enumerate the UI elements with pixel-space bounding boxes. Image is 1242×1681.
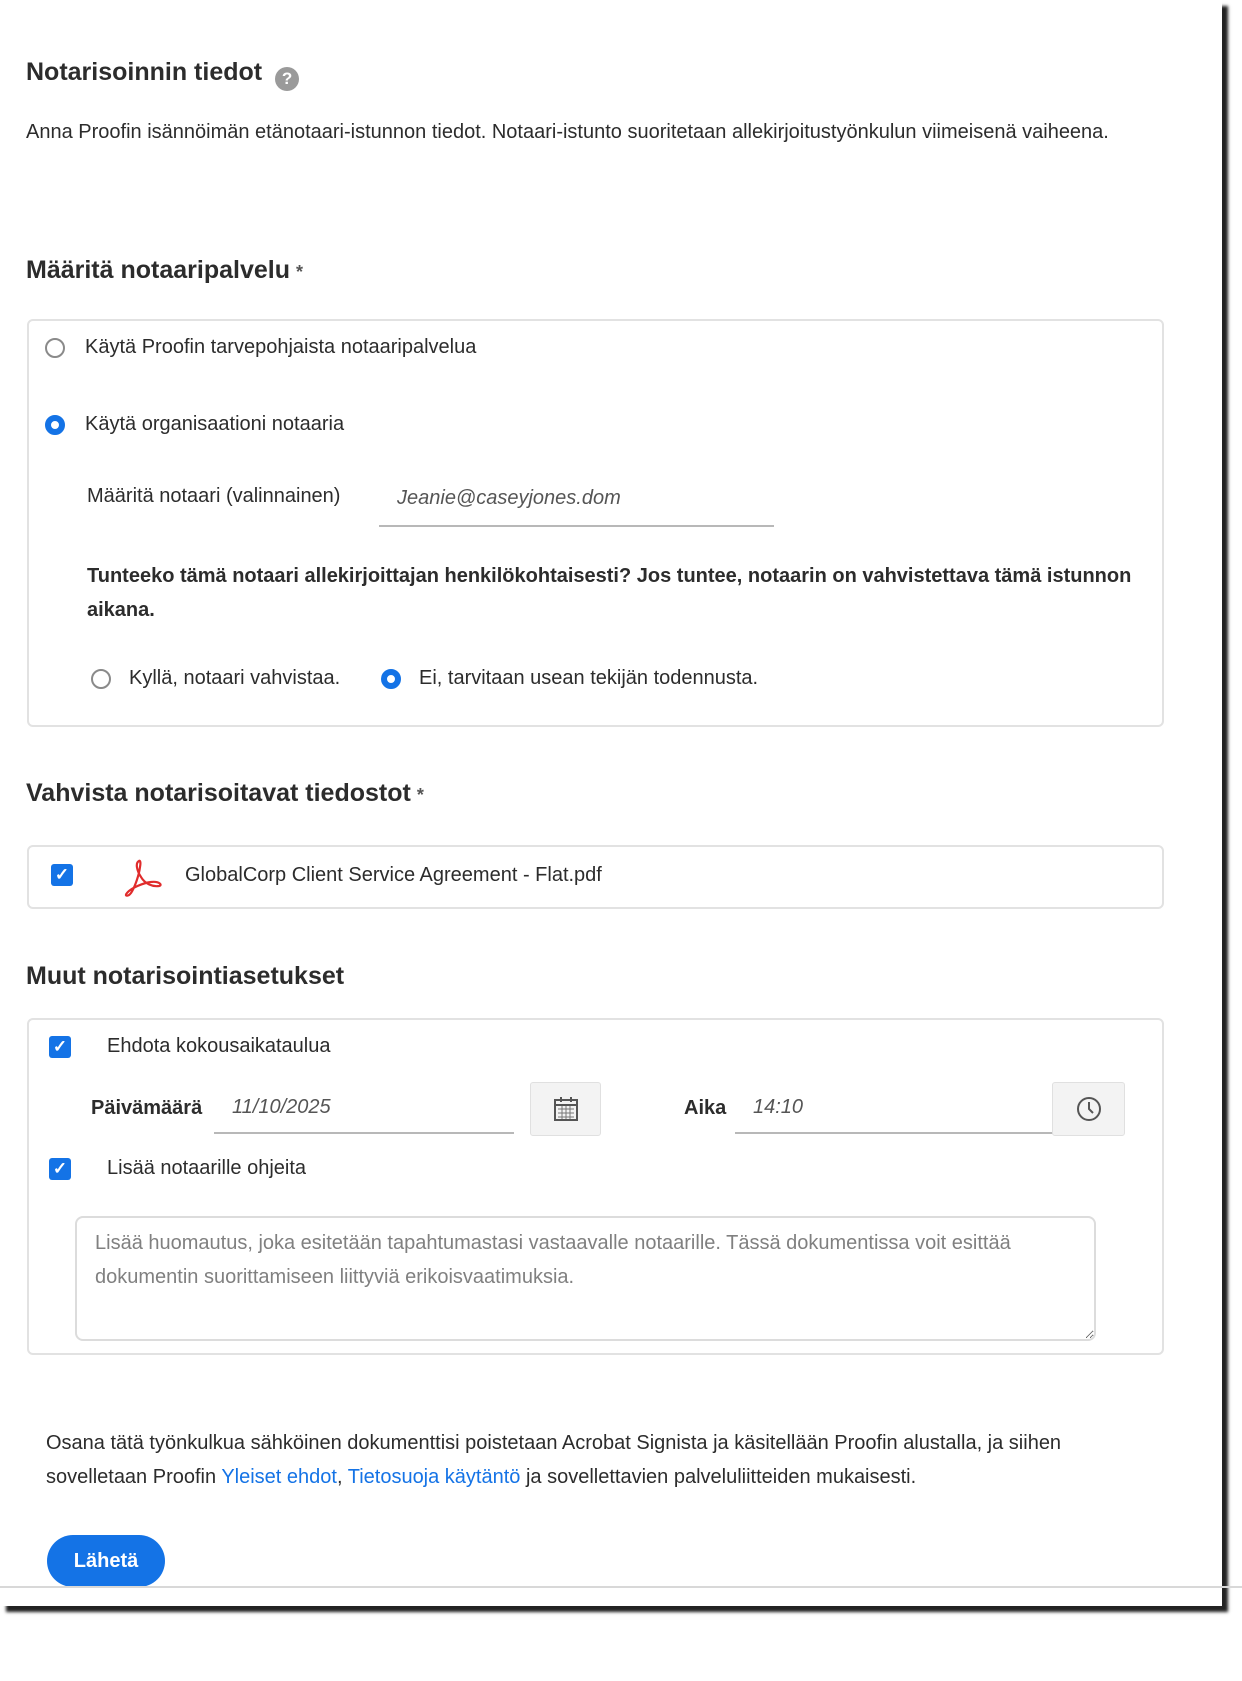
radio-org-notary[interactable] xyxy=(45,415,65,435)
radio-answer-yes[interactable] xyxy=(91,669,111,689)
instructions-checkbox[interactable]: ✓ xyxy=(49,1158,71,1180)
notary-email-label: Määritä notaari (valinnainen) xyxy=(87,485,341,507)
terms-notice xyxy=(46,1426,1136,1494)
page-title-text: Notarisoinnin tiedot xyxy=(26,58,263,86)
file-name: GlobalCorp Client Service Agreement - Flat.pdf xyxy=(185,864,602,886)
service-section-title xyxy=(26,256,303,285)
other-settings-panel xyxy=(27,1018,1164,1355)
radio-answer-no[interactable] xyxy=(381,669,401,689)
terms-link[interactable]: Yleiset ehdot xyxy=(221,1466,337,1488)
file-list-item xyxy=(27,845,1164,909)
terms-text: Osana tätä työnkulkua sähköinen dokumenttisi poistetaan Acrobat Signista ja käsitellään Proofin alustalla, ja siihen sovelletaan Proofin xyxy=(46,1432,1062,1488)
required-mark: * xyxy=(295,262,303,282)
page-description: Anna Proofin isännöimän etänotaari-istunnon tiedot. Notaari-istunto suoritetaan allekirjoitustyönkulun viimeisenä vaiheena. xyxy=(26,121,1109,143)
radio-answer-yes-label[interactable]: Kyllä, notaari vahvistaa. xyxy=(129,667,341,689)
page-title xyxy=(26,58,299,91)
radio-proof-service-label[interactable]: Käytä Proofin tarvepohjaista notaaripalvelua xyxy=(85,336,477,358)
personal-knowledge-question: Tunteeko tämä notaari allekirjoittajan henkilökohtaisesti? Jos tuntee, notaarin on vahvistettava tämä istunnon aikana. xyxy=(87,565,1132,621)
other-settings-title: Muut notarisointiasetukset xyxy=(26,962,345,990)
date-label: Päivämäärä xyxy=(91,1097,203,1119)
calendar-button[interactable] xyxy=(530,1082,601,1136)
radio-org-notary-label[interactable]: Käytä organisaationi notaaria xyxy=(85,413,345,435)
notary-service-panel xyxy=(27,319,1164,727)
schedule-checkbox[interactable]: ✓ xyxy=(49,1036,71,1058)
divider xyxy=(0,1586,1242,1588)
pdf-icon xyxy=(121,857,163,897)
radio-answer-no-label[interactable]: Ei, tarvitaan usean tekijän todennusta. xyxy=(419,667,759,689)
clock-icon xyxy=(1075,1095,1103,1123)
question-circle-icon[interactable]: ? xyxy=(275,67,299,91)
instructions-textarea[interactable] xyxy=(75,1216,1096,1341)
submit-button[interactable]: Lähetä xyxy=(47,1535,165,1587)
notary-email-input[interactable] xyxy=(379,471,774,527)
file-checkbox[interactable]: ✓ xyxy=(51,864,73,886)
schedule-checkbox-label[interactable]: Ehdota kokousaikataulua xyxy=(107,1035,331,1057)
time-input[interactable] xyxy=(735,1082,1055,1134)
instructions-checkbox-label[interactable]: Lisää notaarille ohjeita xyxy=(107,1157,307,1179)
time-label: Aika xyxy=(684,1097,727,1119)
date-input[interactable] xyxy=(214,1082,514,1134)
terms-text-end: ja sovellettavien palveluliitteiden mukaisesti. xyxy=(520,1466,917,1488)
terms-separator: , xyxy=(336,1466,348,1488)
required-mark: * xyxy=(416,785,424,805)
service-title-text: Määritä notaaripalvelu xyxy=(26,256,290,284)
files-title-text: Vahvista notarisoitavat tiedostot xyxy=(26,779,411,807)
files-section-title xyxy=(26,779,424,808)
time-picker-button[interactable] xyxy=(1052,1082,1125,1136)
calendar-icon xyxy=(552,1095,580,1123)
privacy-link[interactable]: Tietosuoja käytäntö xyxy=(347,1466,521,1488)
radio-proof-service[interactable] xyxy=(45,338,65,358)
